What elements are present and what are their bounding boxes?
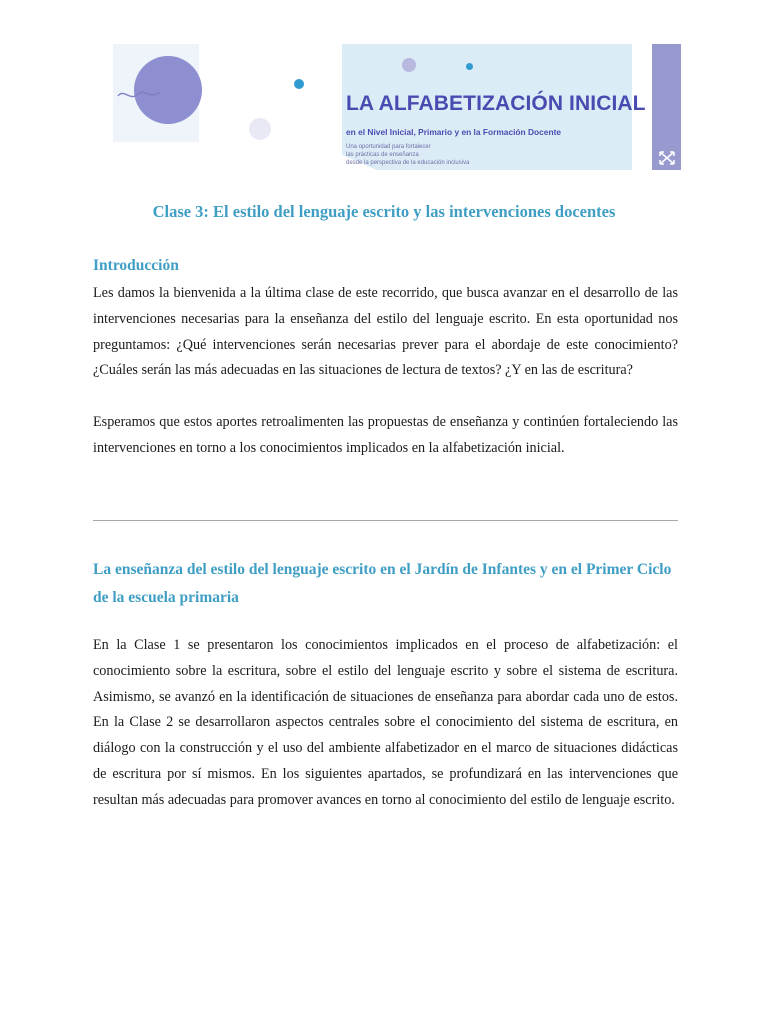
page-title: Clase 3: El estilo del lenguaje escrito y las intervenciones docentes: [152, 202, 616, 221]
banner-subtitle: en el Nivel Inicial, Primario y en la Formación Docente: [346, 127, 562, 137]
banner-tagline-line: desde la perspectiva de la educación inclusiva: [346, 160, 470, 166]
section-heading-introduction: Introducción: [93, 257, 179, 274]
body-paragraph: Les damos la bienvenida a la última clase de este recorrido, que busca avanzar en el desarrollo de las intervenciones necesarias para la enseñanza del estilo del lenguaje escrito. En esta oportunidad nos preguntamos: ¿Qué intervenciones serán necesarias prever para el abordaje de este conocimiento? ¿Cuáles serán las más adecuadas en las situaciones de lectura de textos? ¿Y en las de escritura?: [93, 285, 678, 379]
banner-title: LA ALFABETIZACIÓN INICIAL: [346, 92, 646, 115]
banner-decorative-dot: [294, 79, 304, 89]
banner-tagline: [346, 143, 546, 167]
banner-box-dot-small: [466, 63, 473, 70]
banner-tagline-line: Una oportunidad para fortalecer: [346, 144, 431, 150]
banner-box-dot: [402, 58, 416, 72]
body-paragraph: En la Clase 1 se presentaron los conocimientos implicados en el proceso de alfabetización: el conocimiento sobre la escritura, sobre el estilo del lenguaje escrito y sobre el sistema de escritura. Asimismo, se avanzó en la identificación de situaciones de enseñanza para abordar cada uno de estos. En la Clase 2 se desarrollaron aspectos centrales sobre el conocimiento del sistema de escritura, en diálogo con la construcción y el uso del ambiente alfabetizador en el marco de situaciones didácticas de escritura por sí mismos. En los siguientes apartados, se profundizará en las intervenciones que resultan más adecuadas para promover avances en torno al conocimiento del estilo de lenguaje escrito.: [93, 637, 678, 808]
course-banner: [0, 0, 768, 180]
section-heading-ensenanza: La enseñanza del estilo del lenguaje escrito en el Jardín de Infantes y en el Primer Ciclo de la escuela primaria: [93, 561, 672, 606]
banner-tagline-line: las prácticas de enseñanza: [346, 152, 419, 158]
cross-arrows-icon: [657, 149, 677, 167]
body-paragraph: Esperamos que estos aportes retroalimenten las propuestas de enseñanza y continúen fortaleciendo las intervenciones en torno a los conocimientos implicados en la alfabetización inicial.: [93, 414, 678, 456]
banner-decorative-circle-pale: [249, 118, 271, 140]
section-divider: [93, 520, 678, 521]
banner-squiggle-icon: [116, 82, 162, 104]
